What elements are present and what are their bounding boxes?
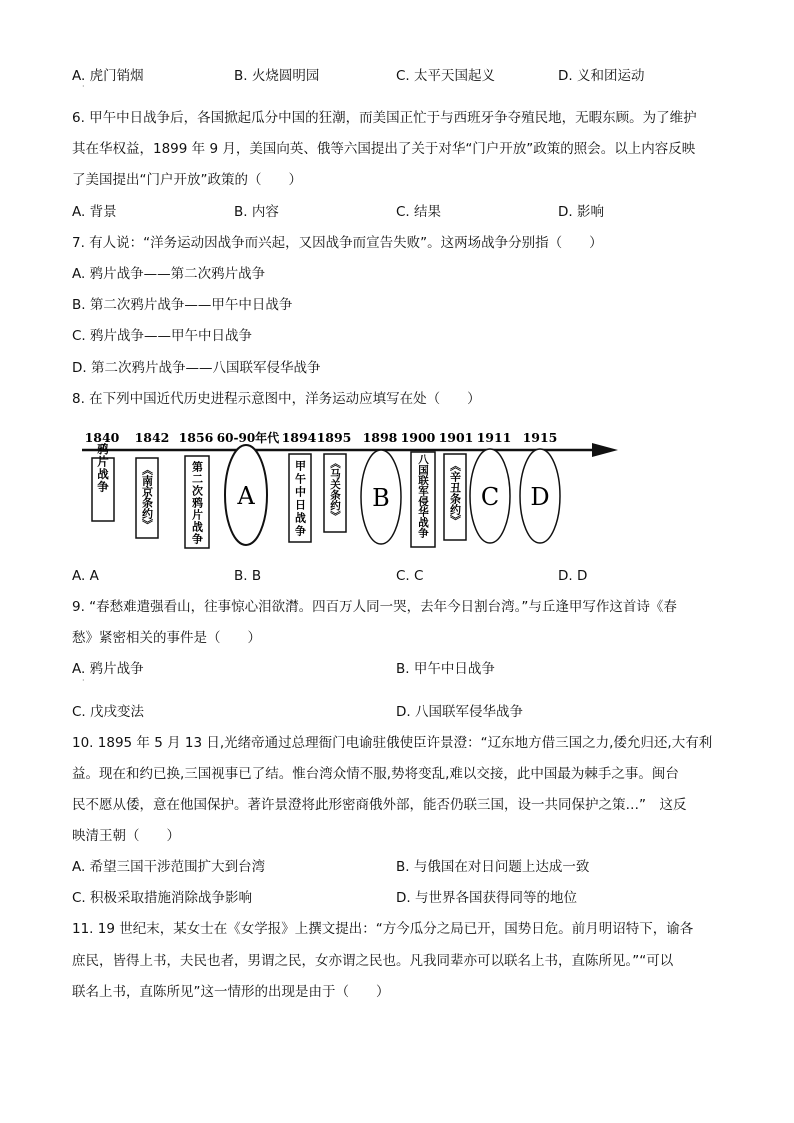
q6-option-b: B. 内容 [234, 204, 279, 220]
q8-option-b: B. B [234, 568, 262, 584]
q10-options-row-1 [72, 857, 732, 877]
event-nanjing-treaty: 《南京条约》 [140, 464, 154, 530]
year-1901: 1901 [438, 430, 474, 445]
year-1840: 1840 [84, 430, 120, 445]
event-sino-japanese-war: 甲午中日战争 [293, 460, 307, 538]
blank-label-b: B [372, 484, 390, 512]
event-shimonoseki-treaty: 《马关条约》 [329, 458, 341, 521]
blank-label-c: C [480, 483, 500, 511]
year-1856: 1856 [178, 430, 214, 445]
q7-option-b: B. 第二次鸦片战争——甲午中日战争 [72, 297, 293, 313]
q8-timeline-diagram [78, 424, 624, 554]
stray-dot: · [82, 82, 85, 91]
timeline-arrowhead [592, 443, 618, 457]
q6-option-c: C. 结果 [396, 204, 442, 220]
q8-option-a: A. A [72, 568, 99, 584]
q8-options [72, 566, 732, 586]
q5-option-c: C. 太平天国起义 [396, 68, 496, 84]
q9-option-d: D. 八国联军侵华战争 [396, 704, 523, 720]
blank-label-a: A [237, 482, 255, 510]
year-1915: 1915 [522, 430, 558, 445]
q5-option-a: A. 虎门销烟 [72, 68, 144, 84]
q11-stem-line-3: 联名上书，直陈所见”这一情形的出现是由于（ ） [72, 984, 390, 1000]
q5-options [72, 66, 732, 86]
q10-stem-line-1: 10. 1895 年 5 月 13 日,光绪帝通过总理衙门电谕驻俄使臣许景澄：“辽东地方借三国之力,倭允归还,大有利 [72, 735, 713, 751]
year-1898: 1898 [362, 430, 398, 445]
q5-option-b: B. 火烧圆明园 [234, 68, 320, 84]
q9-option-c: C. 戊戌变法 [72, 704, 145, 720]
q9-options-row-2 [72, 702, 732, 722]
q6-option-a: A. 背景 [72, 204, 117, 220]
q10-stem-line-4: 映清王朝（ ） [72, 828, 180, 844]
event-eight-nation-alliance: 八国联军侵华战争 [417, 454, 429, 538]
year-1895: 1895 [316, 430, 352, 445]
q10-options-row-2 [72, 888, 732, 908]
q9-option-b: B. 甲午中日战争 [396, 661, 495, 677]
q10-option-c: C. 积极采取措施消除战争影响 [72, 890, 253, 906]
q5-option-d: D. 义和团运动 [558, 68, 645, 84]
event-boxer-protocol: 《辛丑条约》 [448, 460, 462, 526]
q11-stem-line-2: 庶民，皆得上书，夫民也者，男谓之民，女亦谓之民也。凡我同辈亦可以联名上书，直陈所见。”“可以 [72, 953, 674, 969]
q8-option-d: D. D [558, 568, 588, 584]
year-1911: 1911 [476, 430, 512, 445]
q7-option-a: A. 鸦片战争——第二次鸦片战争 [72, 266, 266, 282]
q6-option-d: D. 影响 [558, 204, 604, 220]
stray-dot: · [82, 676, 85, 685]
q10-option-d: D. 与世界各国获得同等的地位 [396, 890, 577, 906]
q10-option-b: B. 与俄国在对日问题上达成一致 [396, 859, 590, 875]
blank-label-d: D [530, 483, 550, 511]
q8-stem: 8. 在下列中国近代历史进程示意图中，洋务运动应填写在处（ ） [72, 391, 481, 407]
q8-option-c: C. C [396, 568, 424, 584]
q10-option-a: A. 希望三国干涉范围扩大到台湾 [72, 859, 266, 875]
year-1900: 1900 [400, 430, 436, 445]
year-1894: 1894 [281, 430, 317, 445]
q9-option-a: A. 鸦片战争 [72, 661, 144, 677]
event-opium-war: 鸦片战争 [96, 443, 110, 493]
event-second-opium-war: 第二次鸦片战争 [190, 461, 204, 545]
q6-stem-line-3: 了美国提出“门户开放”政策的（ ） [72, 172, 302, 188]
q10-stem-line-3: 民不愿从倭，意在他国保护。著许景澄将此形密商俄外部，能否仍联三国，设一共同保护之策…” 这反 [72, 797, 687, 813]
q7-option-c: C. 鸦片战争——甲午中日战争 [72, 328, 253, 344]
year-1842: 1842 [134, 430, 170, 445]
q10-stem-line-2: 益。现在和约已换,三国视事已了结。惟台湾众情不服,势将变乱,难以交接，此中国最为棘手之事。闽台 [72, 766, 679, 782]
q6-stem-line-1: 6. 甲午中日战争后，各国掀起瓜分中国的狂潮，而美国正忙于与西班牙争夺殖民地，无暇东顾。为了维护 [72, 110, 697, 126]
q9-stem-line-1: 9. “春愁难遣强看山，往事惊心泪欲潸。四百万人同一哭，去年今日割台湾。”与丘逢甲写作这首诗《春 [72, 599, 677, 615]
year-60-90s: 60-90年代 [216, 431, 280, 445]
q6-stem-line-2: 其在华权益，1899 年 9 月，美国向英、俄等六国提出了关于对华“门户开放”政策的照会。以上内容反映 [72, 141, 696, 157]
q9-options-row-1 [72, 659, 732, 679]
q7-option-d: D. 第二次鸦片战争——八国联军侵华战争 [72, 360, 321, 376]
q11-stem-line-1: 11. 19 世纪末，某女士在《女学报》上撰文提出：“方今瓜分之局已开，国势日危。前月明诏特下，谕各 [72, 921, 694, 937]
q7-stem: 7. 有人说：“洋务运动因战争而兴起，又因战争而宣告失败”。这两场战争分别指（ ） [72, 235, 603, 251]
q9-stem-line-2: 愁》紧密相关的事件是（ ） [72, 630, 261, 646]
q6-options [72, 202, 732, 222]
